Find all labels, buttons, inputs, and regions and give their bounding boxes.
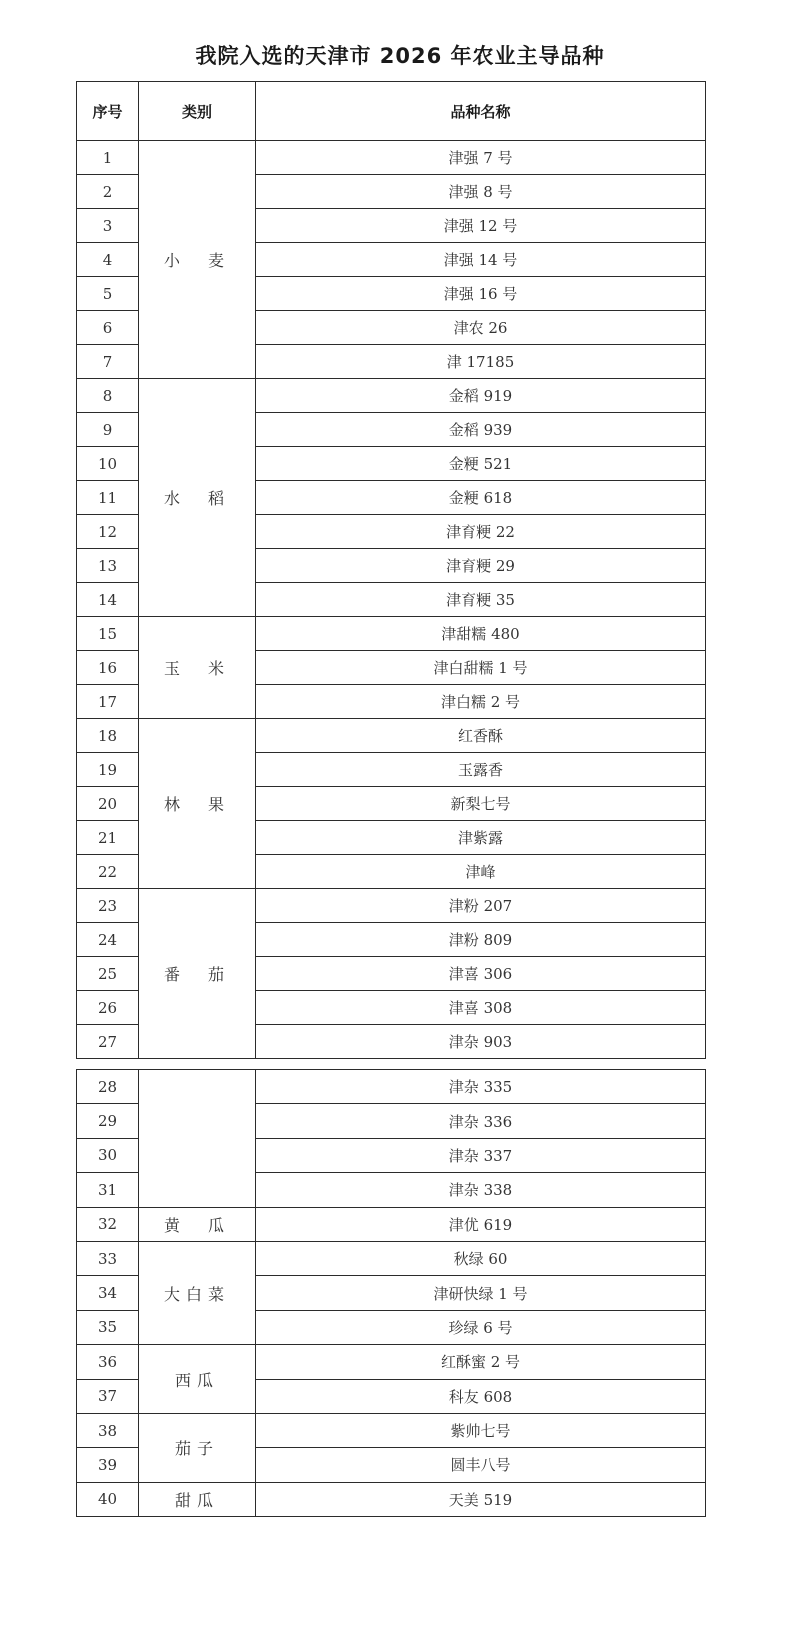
variety-name: 红香酥	[256, 719, 706, 753]
category-cell: 茄子	[139, 1413, 256, 1482]
variety-name: 津粉 809	[256, 923, 706, 957]
category-cell: 玉 米	[139, 617, 256, 719]
variety-name: 津杂 903	[256, 1025, 706, 1059]
row-number: 38	[77, 1413, 139, 1447]
row-number: 20	[77, 787, 139, 821]
row-number: 19	[77, 753, 139, 787]
row-number: 14	[77, 583, 139, 617]
variety-name: 天美 519	[256, 1482, 706, 1516]
table-row	[77, 1482, 706, 1516]
row-number: 15	[77, 617, 139, 651]
category-cell: 水 稻	[139, 379, 256, 617]
table-row	[77, 141, 706, 175]
row-number: 40	[77, 1482, 139, 1516]
variety-name: 津喜 308	[256, 991, 706, 1025]
row-number: 10	[77, 447, 139, 481]
row-number: 30	[77, 1138, 139, 1172]
variety-name: 津杂 337	[256, 1138, 706, 1172]
row-number: 6	[77, 311, 139, 345]
row-number: 9	[77, 413, 139, 447]
row-number: 8	[77, 379, 139, 413]
row-number: 32	[77, 1207, 139, 1241]
document-title: 我院入选的天津市 2026 年农业主导品种	[195, 44, 605, 68]
variety-name: 津白甜糯 1 号	[256, 651, 706, 685]
category-cell	[139, 1070, 256, 1208]
row-number: 34	[77, 1276, 139, 1310]
category-cell: 大白菜	[139, 1241, 256, 1344]
variety-name: 津育粳 35	[256, 583, 706, 617]
row-number: 16	[77, 651, 139, 685]
row-number: 36	[77, 1345, 139, 1379]
table-row	[77, 1413, 706, 1447]
row-number: 18	[77, 719, 139, 753]
variety-name: 津紫露	[256, 821, 706, 855]
row-number: 12	[77, 515, 139, 549]
row-number: 25	[77, 957, 139, 991]
variety-name: 津优 619	[256, 1207, 706, 1241]
table-row	[77, 379, 706, 413]
variety-name: 津粉 207	[256, 889, 706, 923]
row-number: 23	[77, 889, 139, 923]
row-number: 24	[77, 923, 139, 957]
row-number: 39	[77, 1448, 139, 1482]
row-number: 29	[77, 1104, 139, 1138]
category-cell: 小 麦	[139, 141, 256, 379]
row-number: 33	[77, 1241, 139, 1275]
row-number: 3	[77, 209, 139, 243]
table-row	[77, 719, 706, 753]
category-cell: 番 茄	[139, 889, 256, 1059]
header-variety-name: 品种名称	[256, 82, 706, 141]
table-row	[77, 1070, 706, 1104]
variety-name: 津杂 338	[256, 1173, 706, 1207]
table-row	[77, 1207, 706, 1241]
row-number: 27	[77, 1025, 139, 1059]
row-number: 2	[77, 175, 139, 209]
category-cell: 西瓜	[139, 1345, 256, 1414]
row-number: 1	[77, 141, 139, 175]
variety-name: 红酥蜜 2 号	[256, 1345, 706, 1379]
variety-name: 津强 8 号	[256, 175, 706, 209]
variety-name: 金粳 618	[256, 481, 706, 515]
variety-name: 新梨七号	[256, 787, 706, 821]
table-header-row	[77, 82, 706, 141]
table-row	[77, 617, 706, 651]
table-row	[77, 1345, 706, 1379]
row-number: 13	[77, 549, 139, 583]
variety-name: 津峰	[256, 855, 706, 889]
variety-name: 珍绿 6 号	[256, 1310, 706, 1344]
variety-name: 金稻 939	[256, 413, 706, 447]
row-number: 26	[77, 991, 139, 1025]
variety-name: 津白糯 2 号	[256, 685, 706, 719]
category-cell: 林 果	[139, 719, 256, 889]
variety-name: 津强 14 号	[256, 243, 706, 277]
row-number: 4	[77, 243, 139, 277]
variety-name: 津强 7 号	[256, 141, 706, 175]
row-number: 7	[77, 345, 139, 379]
row-number: 35	[77, 1310, 139, 1344]
variety-name: 津甜糯 480	[256, 617, 706, 651]
variety-name: 津喜 306	[256, 957, 706, 991]
variety-name: 津育粳 29	[256, 549, 706, 583]
variety-name: 津育粳 22	[256, 515, 706, 549]
row-number: 22	[77, 855, 139, 889]
table-row	[77, 889, 706, 923]
variety-table-part-2	[76, 1069, 706, 1517]
table-row	[77, 1241, 706, 1275]
row-number: 28	[77, 1070, 139, 1104]
variety-name: 紫帅七号	[256, 1413, 706, 1447]
category-cell: 甜瓜	[139, 1482, 256, 1516]
header-category: 类别	[139, 82, 256, 141]
row-number: 17	[77, 685, 139, 719]
row-number: 31	[77, 1173, 139, 1207]
variety-name: 津农 26	[256, 311, 706, 345]
variety-name: 玉露香	[256, 753, 706, 787]
category-cell: 黄 瓜	[139, 1207, 256, 1241]
variety-name: 津杂 336	[256, 1104, 706, 1138]
variety-name: 秋绿 60	[256, 1241, 706, 1275]
variety-name: 金稻 919	[256, 379, 706, 413]
variety-name: 津 17185	[256, 345, 706, 379]
variety-name: 津强 16 号	[256, 277, 706, 311]
row-number: 11	[77, 481, 139, 515]
variety-name: 津强 12 号	[256, 209, 706, 243]
row-number: 37	[77, 1379, 139, 1413]
variety-name: 金粳 521	[256, 447, 706, 481]
header-number: 序号	[77, 82, 139, 141]
variety-name: 津研快绿 1 号	[256, 1276, 706, 1310]
row-number: 21	[77, 821, 139, 855]
row-number: 5	[77, 277, 139, 311]
variety-name: 津杂 335	[256, 1070, 706, 1104]
variety-table-part-1	[76, 81, 706, 1059]
variety-name: 圆丰八号	[256, 1448, 706, 1482]
variety-name: 科友 608	[256, 1379, 706, 1413]
